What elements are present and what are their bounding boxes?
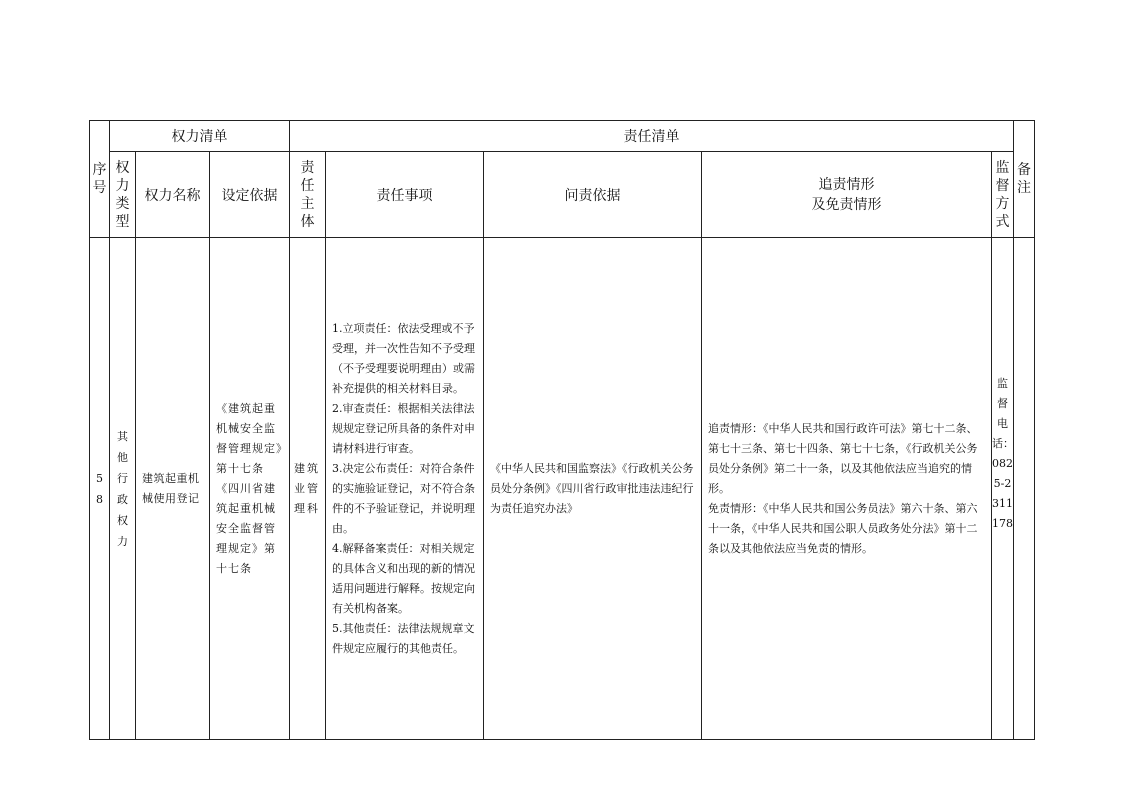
header-seq: 序号: [90, 121, 110, 238]
row-basis: 《建筑起重机械安全监督管理规定》第十七条《四川省建筑起重机械安全监督管理规定》第十七条: [210, 238, 290, 740]
row-type: 其他行政权力: [110, 238, 136, 740]
header-responsibility-list: 责任清单: [290, 121, 1014, 152]
row-name: 建筑起重机械使用登记: [136, 238, 210, 740]
item-3: 3.决定公布责任：对符合条件的实施验证登记，对不符合条件的不予验证登记，并说明理由。: [332, 461, 475, 535]
header-power-list: 权力清单: [110, 121, 290, 152]
header-remark: 备注: [1014, 121, 1035, 238]
item-2: 2.审查责任：根据相关法律法规规定登记所具备的条件对申请材料进行审查。: [332, 401, 475, 455]
power-responsibility-table: [89, 120, 1035, 740]
row-items: [326, 238, 484, 740]
pursue-text: 追责情形：《中华人民共和国行政许可法》第七十二条、第七十三条、第七十四条、第七十七条，《行政机关公务员处分条例》第二十一条，以及其他依法应当追究的情形。: [708, 421, 978, 495]
item-5: 5.其他责任：法律法规规章文件规定应履行的其他责任。: [332, 621, 475, 655]
header-items: 责任事项: [326, 152, 484, 238]
header-power-name: 权力名称: [136, 152, 210, 238]
row-supervise: 监督电话：0825-2311178: [992, 238, 1014, 740]
row-accountability-basis: 《中华人民共和国监察法》《行政机关公务员处分条例》《四川省行政审批违法违纪行为责任追究办法》: [484, 238, 702, 740]
header-pursue-line2: 及免责情形: [811, 196, 882, 213]
header-supervise: 监督方式: [992, 152, 1014, 238]
header-pursue: [702, 152, 992, 238]
row-subject: 建筑业管理科: [290, 238, 326, 740]
header-pursue-line1: 追责情形: [818, 176, 875, 193]
header-accountability-basis: 问责依据: [484, 152, 702, 238]
row-remark: [1014, 238, 1035, 740]
row-seq: 58: [90, 238, 110, 740]
header-basis: 设定依据: [210, 152, 290, 238]
exempt-text: 免责情形：《中华人民共和国公务员法》第六十条、第六十一条，《中华人民共和国公职人员政务处分法》第十二条以及其他依法应当免责的情形。: [708, 501, 978, 555]
header-power-type: 权力类型: [110, 152, 136, 238]
item-1: 1.立项责任：依法受理或不予受理，并一次性告知不予受理（不予受理要说明理由）或需补充提供的相关材料目录。: [332, 321, 475, 395]
header-subject: 责任主体: [290, 152, 326, 238]
item-4: 4.解释备案责任：对相关规定的具体含义和出现的新的情况适用问题进行解释。按规定向有关机构备案。: [332, 541, 475, 615]
row-pursue: [702, 238, 992, 740]
